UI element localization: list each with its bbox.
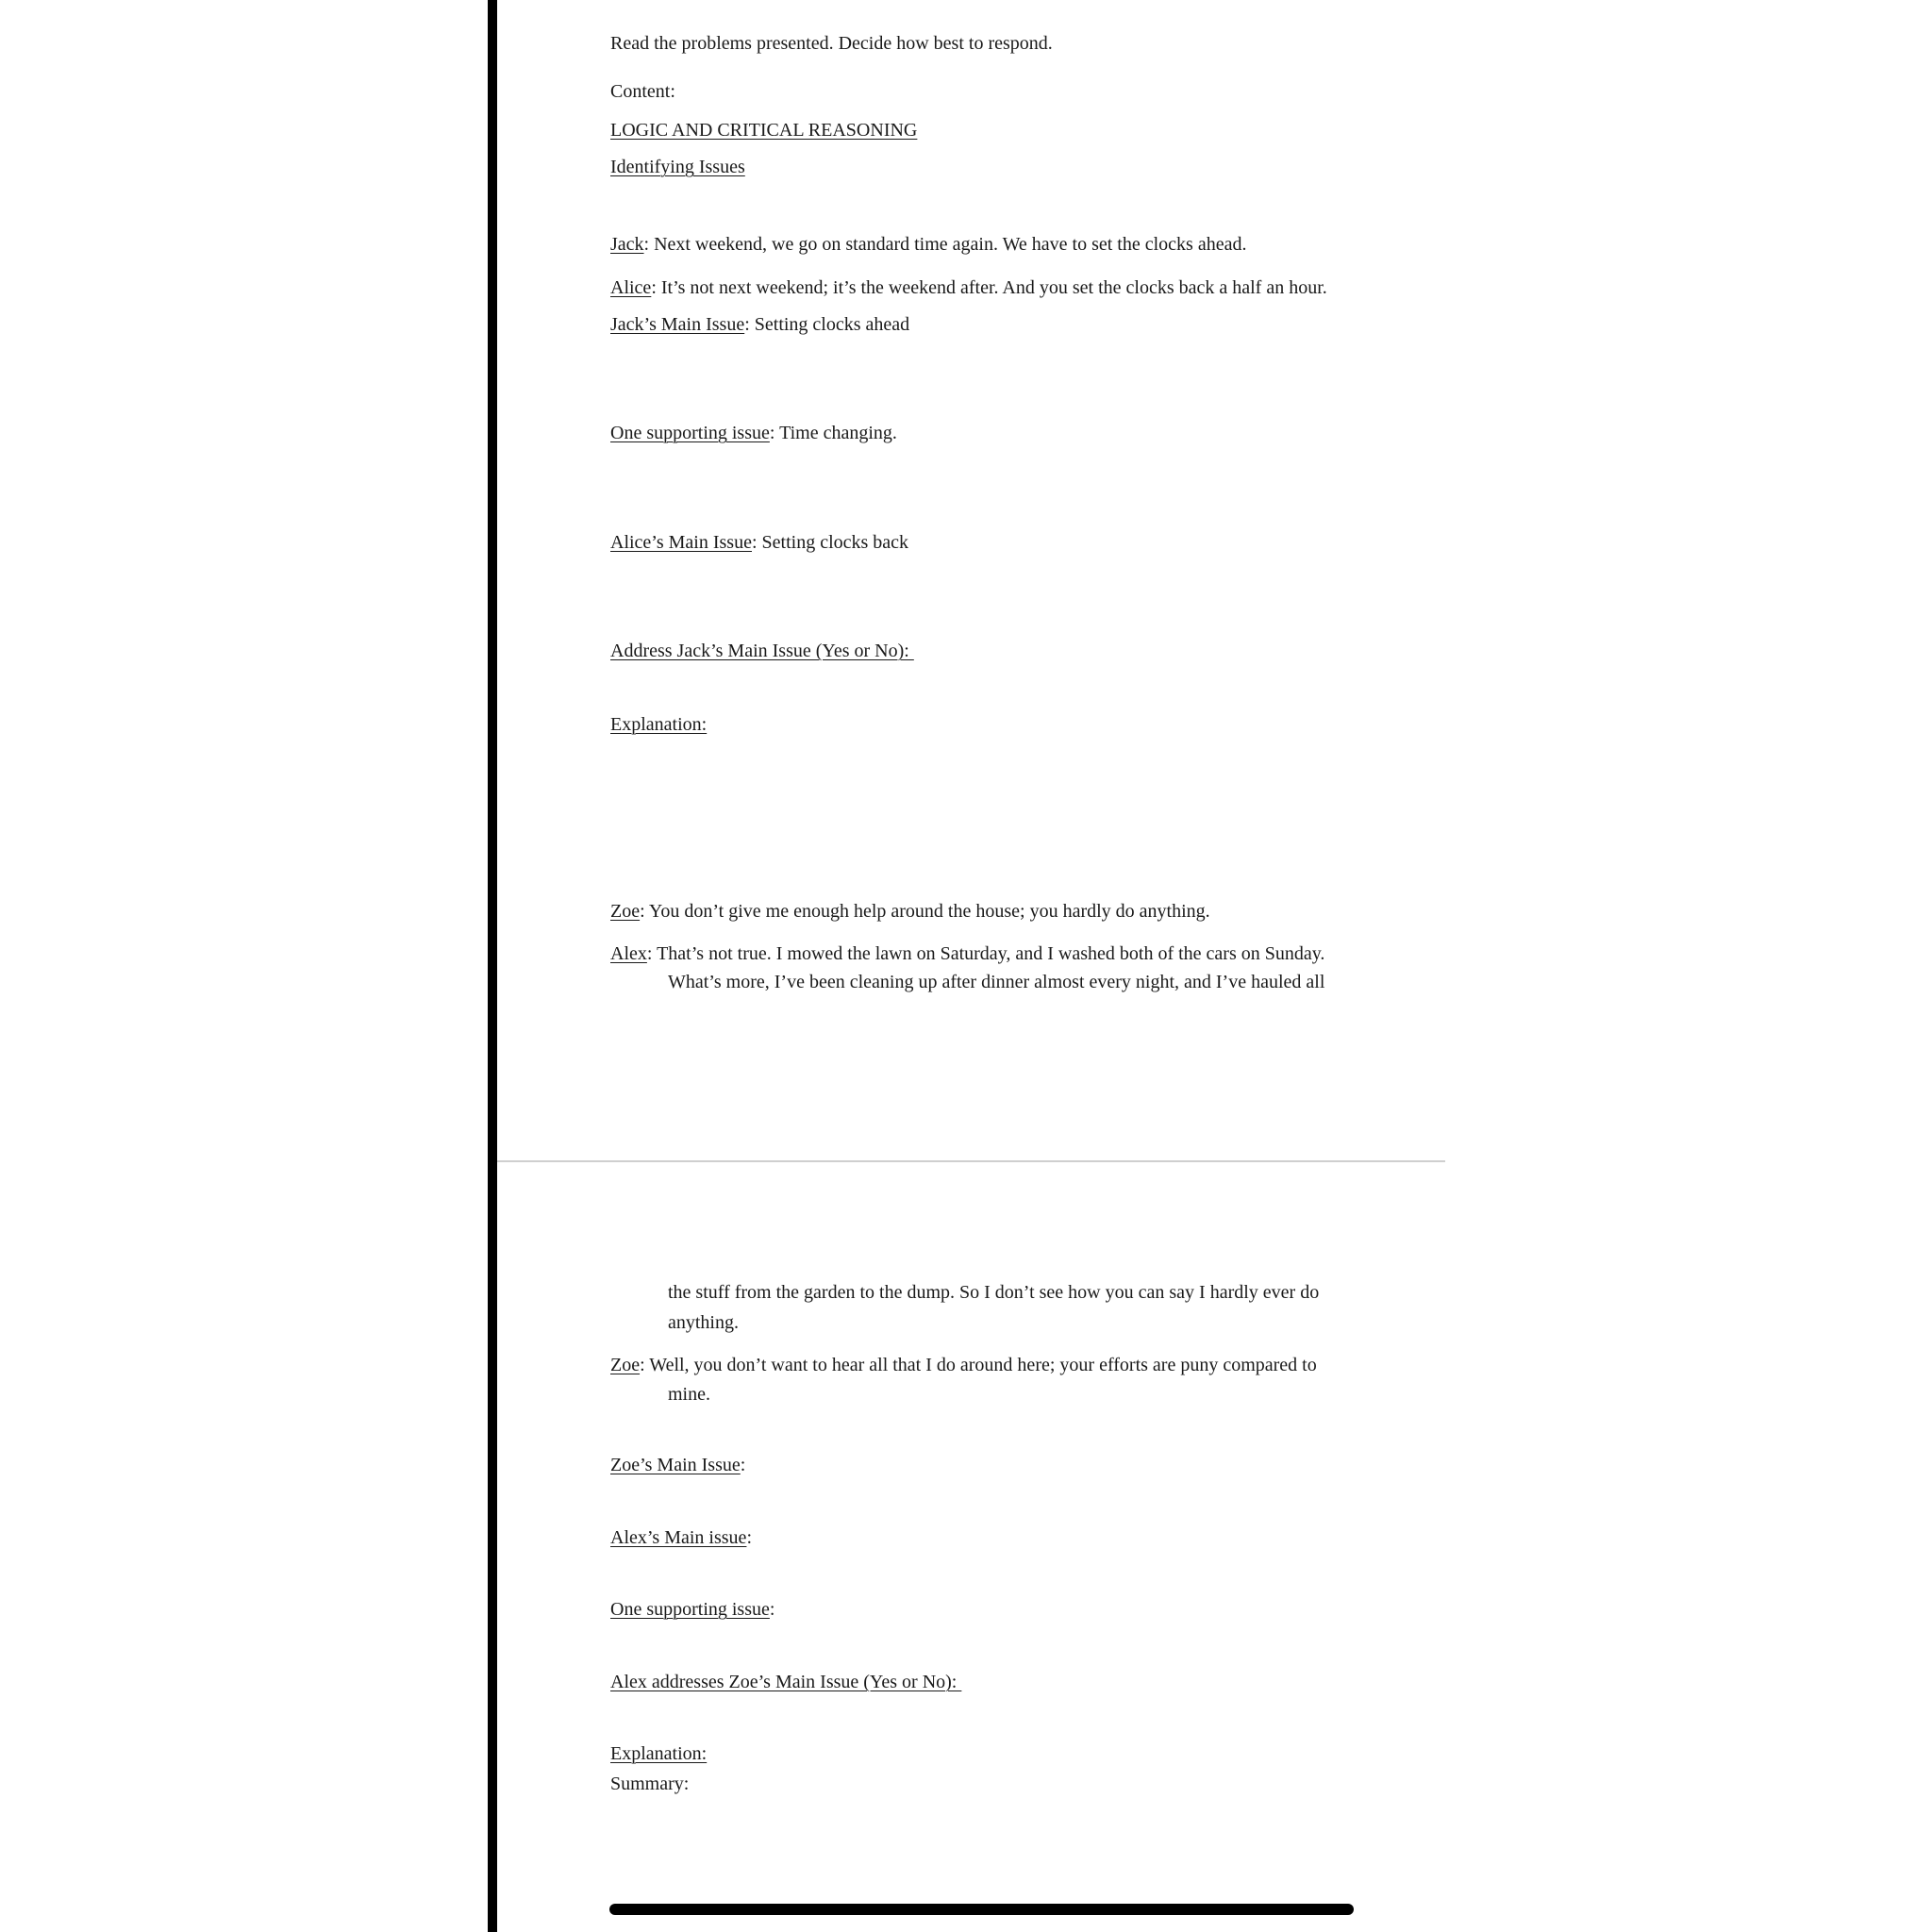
alex-statement-line-3: the stuff from the garden to the dump. So I don’t see how you can say I hardly ever do	[668, 1282, 1320, 1303]
speaker-name-zoe: Zoe	[610, 901, 641, 922]
summary-label: Summary:	[610, 1774, 690, 1794]
explanation-label-1: Explanation:	[610, 714, 708, 735]
zoe-second-statement-text: : Well, you don’t want to hear all that I do around here; your efforts are puny compared to	[640, 1355, 1317, 1375]
alice-main-issue-answer: : Setting clocks back	[751, 532, 909, 553]
speaker-name-jack: Jack	[610, 234, 644, 255]
zoe-main-issue-label: Zoe’s Main Issue	[610, 1455, 741, 1475]
alex-main-issue-colon: :	[746, 1527, 752, 1548]
zoe-main-issue-colon: :	[740, 1455, 746, 1475]
explanation-label-2: Explanation:	[610, 1743, 708, 1764]
supporting-issue-label-2: One supporting issue	[610, 1599, 770, 1620]
alex-main-issue-label: Alex’s Main issue	[610, 1527, 747, 1548]
speaker-name-zoe-2: Zoe	[610, 1355, 641, 1375]
zoe-main-issue	[610, 1454, 745, 1476]
address-jack-issue-label: Address Jack’s Main Issue (Yes or No):	[610, 641, 914, 661]
alice-main-issue	[610, 531, 908, 554]
alex-statement	[610, 942, 1324, 965]
page-separator	[497, 1160, 1445, 1162]
jack-main-issue-label: Jack’s Main Issue	[610, 314, 745, 335]
alice-statement-text: : It’s not next weekend; it’s the weekend after. And you set the clocks back a half an hour.	[651, 277, 1327, 298]
alex-addresses-zoe-label: Alex addresses Zoe’s Main Issue (Yes or No):	[610, 1672, 962, 1692]
alice-main-issue-label: Alice’s Main Issue	[610, 532, 752, 553]
jack-supporting-issue	[610, 422, 897, 444]
jack-statement	[610, 233, 1246, 256]
alex-statement-line-4: anything.	[668, 1312, 739, 1333]
document-heading: LOGIC AND CRITICAL REASONING	[610, 120, 918, 141]
alex-supporting-issue	[610, 1598, 774, 1621]
alice-statement	[610, 276, 1327, 299]
content-label: Content:	[610, 81, 675, 102]
jack-statement-text: : Next weekend, we go on standard time again. We have to set the clocks ahead.	[643, 234, 1247, 255]
supporting-issue-answer: : Time changing.	[769, 423, 897, 443]
alex-statement-line-2: What’s more, I’ve been cleaning up after dinner almost every night, and I’ve hauled all	[668, 972, 1325, 992]
zoe-second-statement	[610, 1354, 1317, 1376]
jack-main-issue	[610, 313, 909, 336]
supporting-issue-label: One supporting issue	[610, 423, 770, 443]
zoe-statement-text: : You don’t give me enough help around the house; you hardly do anything.	[640, 901, 1210, 922]
document-subheading: Identifying Issues	[610, 157, 745, 177]
instruction-text: Read the problems presented. Decide how best to respond.	[610, 33, 1053, 54]
zoe-second-statement-line-2: mine.	[668, 1384, 710, 1405]
alex-statement-text: : That’s not true. I mowed the lawn on Saturday, and I washed both of the cars on Sunday.	[646, 943, 1325, 964]
left-border-bar	[488, 0, 497, 1932]
speaker-name-alice: Alice	[610, 277, 652, 298]
speaker-name-alex: Alex	[610, 943, 647, 964]
alex-main-issue	[610, 1526, 752, 1549]
jack-main-issue-answer: : Setting clocks ahead	[744, 314, 910, 335]
scroll-indicator-bar[interactable]	[609, 1904, 1354, 1915]
zoe-statement	[610, 900, 1210, 923]
supporting-issue-colon-2: :	[769, 1599, 775, 1620]
